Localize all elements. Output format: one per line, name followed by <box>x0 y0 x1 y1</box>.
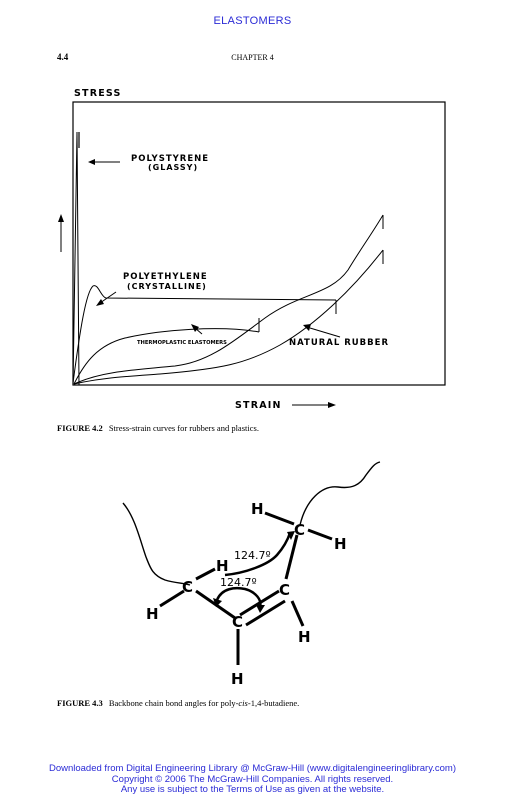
polyethylene-sub-label: (CRYSTALLINE) <box>127 282 207 291</box>
figure-4-3-caption <box>57 698 299 708</box>
footer <box>0 764 505 796</box>
figure-4-3-text-post: -1,4-butadiene. <box>247 698 300 708</box>
angle-arrow-right-head <box>256 605 265 613</box>
butadiene-structure-figure <box>0 455 505 695</box>
page-header-title[interactable]: ELASTOMERS <box>213 15 292 27</box>
thermoplastic-label: THERMOPLASTIC ELASTOMERS <box>137 340 227 346</box>
bond-ctop-htop <box>265 513 294 524</box>
natural-rubber-pointer-head <box>303 324 311 331</box>
bond-cright-h <box>292 601 303 626</box>
atom-h-right: H <box>298 628 311 646</box>
stress-arrow-head <box>58 214 64 222</box>
atom-h-top: H <box>251 500 264 518</box>
polystyrene-pointer-head <box>88 159 95 165</box>
atom-h-top-right: H <box>334 535 347 553</box>
bond-cbottom-cright-2 <box>246 601 285 625</box>
polyethylene-pointer-head <box>96 299 104 306</box>
atom-h-bottom: H <box>231 670 244 688</box>
figure-4-2-text: Stress-strain curves for rubbers and plastics. <box>108 423 259 433</box>
right-chain-wave <box>300 462 380 525</box>
natural-rubber-label: NATURAL RUBBER <box>289 338 389 348</box>
plot-frame <box>73 102 445 385</box>
bond-cleft-hbottom <box>160 591 184 606</box>
polystyrene-sub-label: (GLASSY) <box>148 163 199 172</box>
natural-rubber-pointer <box>310 328 340 337</box>
atom-c-left: C <box>182 578 194 596</box>
stress-axis-label: STRESS <box>74 88 122 99</box>
atom-h-left-bottom: H <box>146 605 159 623</box>
polystyrene-label: POLYSTYRENE <box>131 154 210 164</box>
angle-arc-bottom <box>217 588 260 607</box>
atom-c-top: C <box>294 521 306 539</box>
bond-cleft-htop <box>196 569 215 579</box>
bond-ctop-hright <box>308 530 332 539</box>
left-chain-wave <box>123 503 190 585</box>
figure-4-3-text-pre: Backbone chain bond angles for poly- <box>108 698 239 708</box>
strain-axis-label: STRAIN <box>235 400 282 411</box>
figure-4-3-number: FIGURE 4.3 <box>57 698 103 708</box>
atom-c-bottom: C <box>232 613 244 631</box>
atom-h-left-top: H <box>216 557 229 575</box>
atom-c-right: C <box>279 581 291 599</box>
figure-4-2-caption <box>57 423 259 433</box>
chapter-label: CHAPTER 4 <box>231 53 274 62</box>
thermoplastic-curve <box>74 329 259 384</box>
strain-arrow-head <box>328 402 336 408</box>
page-number: 4.4 <box>57 52 69 62</box>
figure-4-3-text-italic: cis <box>238 698 248 708</box>
footer-copyright: Copyright © 2006 The McGraw-Hill Companies. All rights reserved. <box>111 773 394 785</box>
polyethylene-label: POLYETHYLENE <box>123 272 208 282</box>
angle-label-top: 124.7º <box>234 549 271 562</box>
natural-rubber-curve-lower <box>74 250 383 384</box>
figure-4-2-number: FIGURE 4.2 <box>57 423 103 433</box>
angle-label-bottom: 124.7º <box>220 576 257 589</box>
footer-download-link[interactable]: Downloaded from Digital Engineering Library @ McGraw-Hill (www.digitalengineeringlibrary.com) <box>48 763 457 774</box>
footer-terms-link[interactable]: Any use is subject to the Terms of Use as given at the website. <box>120 784 385 795</box>
